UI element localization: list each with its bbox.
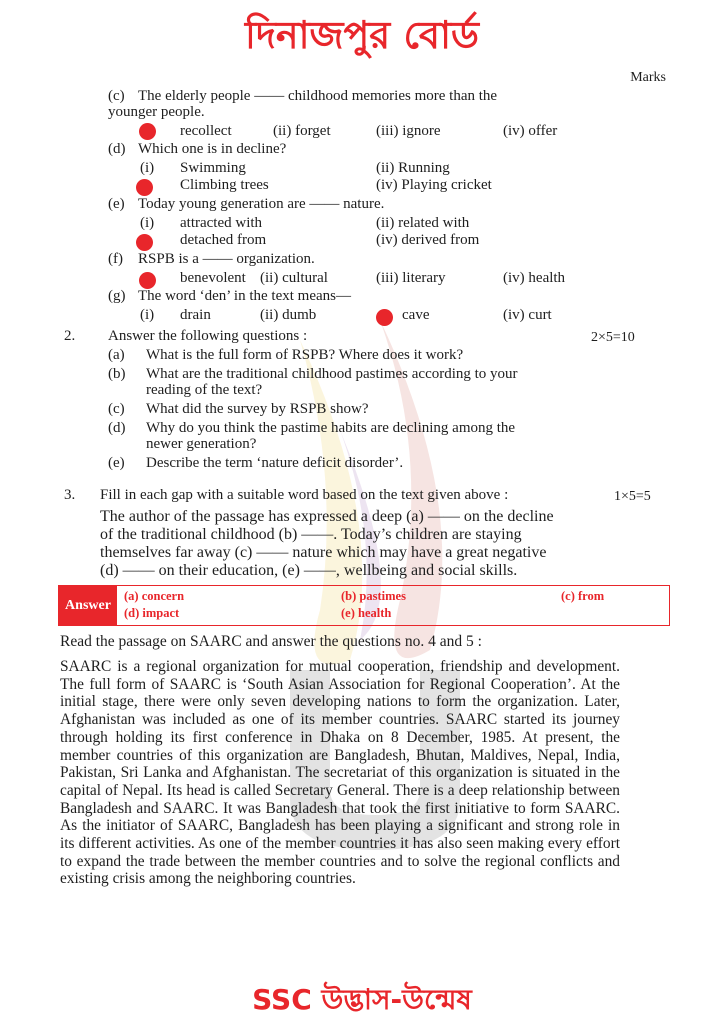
q3-text: Fill in each gap with a suitable word based on the text given above : — [100, 487, 509, 503]
option-label: (i) — [140, 215, 155, 231]
answer-mark-icon — [139, 123, 156, 140]
answer-label: Answer — [59, 586, 117, 625]
q2b-label: (b) — [108, 366, 126, 382]
option: detached from — [180, 232, 267, 248]
q2d-text: Why do you think the pastime habits are declining among the — [146, 420, 516, 436]
option: (iv) curt — [503, 307, 552, 323]
q1g-text: The word ‘den’ in the text means— — [138, 288, 351, 304]
option: (iii) literary — [376, 270, 446, 286]
passage-intro: Read the passage on SAARC and answer the questions no. 4 and 5 : — [60, 633, 482, 650]
option: (ii) related with — [376, 215, 470, 231]
option: (iv) health — [503, 270, 566, 286]
q1f-text: RSPB is a —— organization. — [138, 251, 315, 267]
q3-line: (d) —— on their education, (e) ——, wellbeing and social skills. — [100, 562, 518, 579]
option: Swimming — [180, 160, 246, 176]
q2-marks: 2×5=10 — [591, 330, 635, 345]
option: (ii) dumb — [260, 307, 317, 323]
option-label: (i) — [140, 160, 155, 176]
option: (iv) derived from — [376, 232, 480, 248]
q3-line: of the traditional childhood (b) ——. Today’s children are staying — [100, 526, 522, 543]
answer-item: (e) health — [341, 606, 392, 620]
option: benevolent — [180, 270, 246, 286]
answer-item: (c) from — [561, 589, 605, 603]
option: Climbing trees — [180, 177, 269, 193]
q3-line: The author of the passage has expressed a deep (a) —— on the decline — [100, 508, 554, 525]
option-label: (i) — [140, 307, 155, 323]
passage-text: SAARC is a regional organization for mutual cooperation, friendship and development. The full form of SAARC is ‘South Asian Association for Regional Cooperation’. At the initial stage, there were only seven developing nations to form the organization. Later, Afghanistan was included as one of its member countries. SAARC started its journey through holding its first conference in Dhaka on 8 December, 1985. At present, the member countries of this organization are Bangladesh, Bhutan, Maldives, Nepal, India, Pakistan, Sri Lanka and Afghanistan. The secretariat of this organization is situated in the capital of Nepal. Its head is called Secretary General. There is a deep relationship between Bangladesh and SAARC. It was Bangladesh that took the first initiative to form SAARC. As the initiator of SAARC, Bangladesh has been playing a significant and strong role in its different activities. As one of the member countries it has also seen making every effort to expand the trade between the member countries and to solve the regional conflicts and existing crisis among the neighboring countries. — [60, 658, 620, 888]
answer-mark-icon — [376, 309, 393, 326]
q2b-text-cont: reading of the text? — [146, 382, 263, 398]
q2c-text: What did the survey by RSPB show? — [146, 401, 369, 417]
answer-mark-icon — [136, 179, 153, 196]
q1f-label: (f) — [108, 251, 123, 267]
answer-item: (b) pastimes — [341, 589, 406, 603]
q1d-label: (d) — [108, 141, 126, 157]
q2d-text-cont: newer generation? — [146, 436, 257, 452]
answer-mark-icon — [136, 234, 153, 251]
answer-item: (a) concern — [124, 589, 185, 603]
option: (ii) Running — [376, 160, 450, 176]
q1g-label: (g) — [108, 288, 126, 304]
footer-title: SSC উদ্ভাস-উন্মেষ — [252, 983, 472, 1016]
q2b-text: What are the traditional childhood pastimes according to your — [146, 366, 518, 382]
q2c-label: (c) — [108, 401, 125, 417]
q2a-text: What is the full form of RSPB? Where does it work? — [146, 347, 464, 363]
option: (iv) Playing cricket — [376, 177, 492, 193]
option: cave — [402, 307, 430, 323]
option: attracted with — [180, 215, 263, 231]
q1c-label: (c) — [108, 88, 125, 104]
answer-mark-icon — [139, 272, 156, 289]
q2a-label: (a) — [108, 347, 125, 363]
page-title: দিনাজপুর বোর্ড — [244, 13, 479, 57]
marks-heading: Marks — [630, 70, 666, 85]
q1d-text: Which one is in decline? — [138, 141, 287, 157]
option: (iii) ignore — [376, 123, 441, 139]
q3-line: themselves far away (c) —— nature which may have a great negative — [100, 544, 547, 561]
q2-number: 2. — [64, 328, 76, 344]
q3-marks: 1×5=5 — [614, 489, 651, 504]
option: recollect — [180, 123, 232, 139]
answer-item: (d) impact — [124, 606, 180, 620]
option: (ii) forget — [273, 123, 331, 139]
option: (ii) cultural — [260, 270, 328, 286]
option: drain — [180, 307, 211, 323]
option: (iv) offer — [503, 123, 558, 139]
q2e-label: (e) — [108, 455, 125, 471]
q2d-label: (d) — [108, 420, 126, 436]
q1e-label: (e) — [108, 196, 125, 212]
q1c-text-cont: younger people. — [108, 104, 205, 120]
answer-box — [58, 585, 670, 626]
q1c-text: The elderly people —— childhood memories more than the — [138, 88, 498, 104]
q2-text: Answer the following questions : — [108, 328, 308, 344]
q1e-text: Today young generation are —— nature. — [138, 196, 385, 212]
q2e-text: Describe the term ‘nature deficit disorder’. — [146, 455, 404, 471]
q3-number: 3. — [64, 487, 76, 503]
